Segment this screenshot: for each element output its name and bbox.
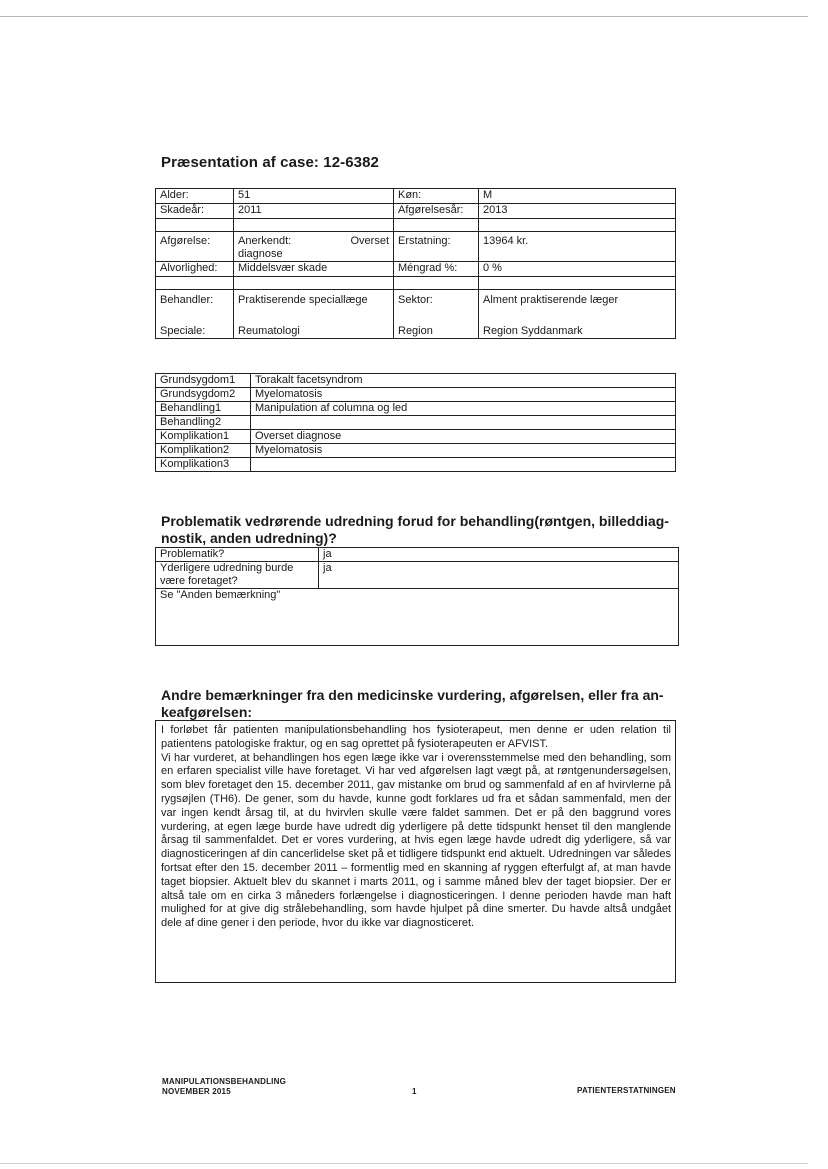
table-row	[156, 204, 676, 219]
cell-value: 51	[234, 189, 394, 204]
cell-label: Yderligere udredning burde være foretaget?	[156, 562, 319, 589]
cell-label: Komplikation3	[156, 458, 251, 472]
table-row	[156, 430, 676, 444]
case-info-table	[155, 188, 676, 339]
region-label: Region	[398, 325, 433, 337]
cell-label: Afgørelsesår:	[394, 204, 479, 219]
cell-label: Grundsygdom1	[156, 374, 251, 388]
problem-table	[155, 547, 679, 646]
cell-label: Komplikation1	[156, 430, 251, 444]
cell-label: Grundsygdom2	[156, 388, 251, 402]
cell-label: Afgørelse:	[156, 232, 234, 262]
table-row	[156, 189, 676, 204]
cell-label: Behandling1	[156, 402, 251, 416]
cell-value: Myelomatosis	[251, 388, 676, 402]
region-value: Region Syddanmark	[483, 325, 583, 337]
cell-value: M	[479, 189, 676, 204]
footer-line: NOVEMBER 2015	[162, 1087, 231, 1096]
table-row	[156, 548, 679, 562]
behandler-value: Praktiserende speciallæge	[238, 294, 368, 306]
footer-organization: PATIENTERSTATNINGEN	[577, 1086, 676, 1095]
cell-value: Middelsvær skade	[234, 262, 394, 277]
table-row	[156, 458, 676, 472]
remarks-paragraph: Vi har vurderet, at behandlingen hos egen læge ikke var i overensstemmelse med den behandling, som en erfaren specialist ville have foretaget. Vi har ved afgørelsen lagt vægt på, at røntgenundersøgelsen, som blev foretaget den 15. december 2011, gav mistanke om brud og sammenfald af en af hvirvlerne på rygsøjlen (TH6). De gener, som du havde, kunne godt forklares ud fra et sådan sammenfald, men der var ingen kendt årsag til, at du hvirvlen skulle være faldet sammen. Det er på den baggrund vores vurdering, at egen læge burde have udredt dig yderligere på dette tidspunkt henset til den manglende årsag til sammenfaldet. Det er vores vurdering, at hvis egen læge havde udredt dig yderligere, så var diagnosticeringen af din cancerlidelse sket på et tidligere tidspunkt end aktuelt. Udredningen var således fortsat efter den 15. december 2011 – formentlig med en skanning af ryggen efterfulgt af, at man havde taget biopsier. Aktuelt blev du skannet i marts 2011, og i samme måned blev der taget biopsier. Der er altså tale om en cirka 3 måneders forlængelse i diagnosticeringen. I denne perioden havde man haft mulighed for at give dig strålebehandling, som havde hjulpet på dine smerter. Du havde altså undgået dele af dine gener i den periode, hvor du ikke var diagnosticeret.	[161, 751, 671, 930]
table-row	[156, 290, 676, 339]
cell-label: Alvorlighed:	[156, 262, 234, 277]
cell-value	[234, 290, 394, 339]
cell-label: Alder:	[156, 189, 234, 204]
table-row	[156, 444, 676, 458]
cell-value: ja	[319, 562, 679, 589]
diagnosis-table	[155, 373, 676, 472]
footer-line: MANIPULATIONSBEHANDLING	[162, 1077, 287, 1086]
cell-value: 2013	[479, 204, 676, 219]
table-row-empty	[156, 219, 676, 232]
footer-left	[162, 1077, 286, 1097]
remarks-paragraph: I forløbet får patienten manipulationsbehandling hos fysioterapeut, men denne er uden relation til patientens patologiske fraktur, og en sag oprettet på fysioterapeuten er AFVIST.	[161, 724, 671, 750]
speciale-label: Speciale:	[160, 325, 206, 337]
speciale-value: Reumatologi	[238, 325, 300, 337]
remarks-heading: Andre bemærkninger fra den medicinske vurdering, afgørelsen, eller fra an-keafgørelsen:	[161, 687, 664, 720]
note-cell: Se "Anden bemærkning"	[156, 589, 679, 646]
table-row	[156, 416, 676, 430]
table-row	[156, 374, 676, 388]
cell-value	[251, 458, 676, 472]
cell-label	[394, 290, 479, 339]
sektor-value: Alment praktiserende læger	[483, 294, 619, 306]
afgoerelse-value-c: diagnose	[238, 248, 283, 260]
sektor-label: Sektor:	[398, 294, 433, 306]
cell-label: Komplikation2	[156, 444, 251, 458]
remarks-box	[155, 720, 676, 983]
cell-label: Køn:	[394, 189, 479, 204]
cell-value: ja	[319, 548, 679, 562]
cell-label: Skadeår:	[156, 204, 234, 219]
cell-value: 0 %	[479, 262, 676, 277]
page-title: Præsentation af case: 12-6382	[161, 154, 380, 171]
table-row	[156, 589, 679, 646]
afgoerelse-value-b: Overset	[350, 235, 389, 247]
table-row	[156, 388, 676, 402]
cell-value: Myelomatosis	[251, 444, 676, 458]
table-row-empty	[156, 277, 676, 290]
cell-value: Manipulation af columna og led	[251, 402, 676, 416]
cell-label: Erstatning:	[394, 232, 479, 262]
cell-value	[251, 416, 676, 430]
bottom-rule	[0, 1163, 808, 1164]
table-row	[156, 562, 679, 589]
top-rule	[0, 16, 808, 17]
cell-value	[479, 290, 676, 339]
cell-label	[156, 290, 234, 339]
table-row	[156, 402, 676, 416]
cell-label: Behandling2	[156, 416, 251, 430]
cell-value: Torakalt facetsyndrom	[251, 374, 676, 388]
cell-value: 2011	[234, 204, 394, 219]
table-row	[156, 232, 676, 262]
cell-label: Problematik?	[156, 548, 319, 562]
afgoerelse-value-a: Anerkendt:	[238, 235, 292, 247]
cell-value: 13964 kr.	[479, 232, 676, 262]
page-number: 1	[412, 1087, 417, 1096]
behandler-label: Behandler:	[160, 294, 214, 306]
problem-heading: Problematik vedrørende udredning forud for behandling(røntgen, billeddiag-nostik, anden udredning)?	[161, 513, 669, 546]
cell-label: Méngrad %:	[394, 262, 479, 277]
table-row	[156, 262, 676, 277]
cell-value: Overset diagnose	[251, 430, 676, 444]
cell-value	[234, 232, 394, 262]
